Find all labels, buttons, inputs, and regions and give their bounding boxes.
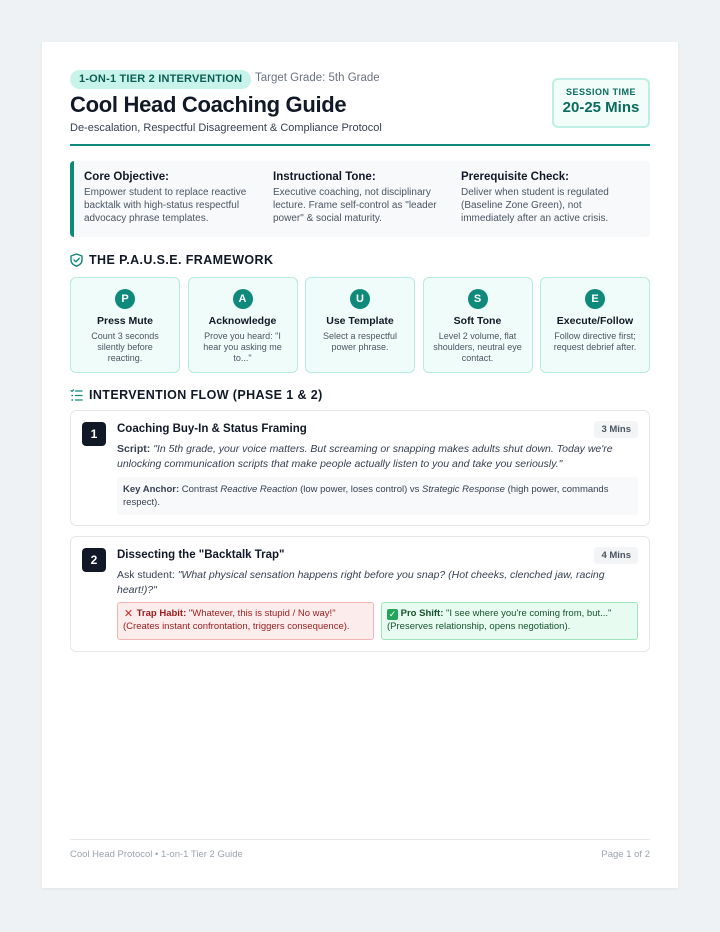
trap-habit-box [117,602,374,640]
pause-desc: Select a respectful power phrase. [322,331,398,352]
anchor-mid: (low power, loses control) vs [300,484,420,495]
pause-framework-cards [70,277,650,373]
pause-desc: Prove you heard: "I hear you asking me to..." [203,331,282,363]
pause-name: Press Mute [96,315,154,327]
ask-text: "What physical sensation happens right before you snap? (Hot cheeks, clenched jaw, racing heart!)?" [117,569,605,596]
target-grade: Target Grade: 5th Grade [255,72,380,84]
list-icon [70,389,83,402]
check-mark-icon: ✓ [388,609,397,619]
pro-note: (Preserves relationship, opens negotiation). [387,621,571,632]
pause-letter: P [115,289,135,309]
flow-title: INTERVENTION FLOW (PHASE 1 & 2) [89,388,323,402]
anchor-label: Key Anchor: [123,484,180,495]
pause-letter: S [468,289,488,309]
objective-heading: Instructional Tone: [273,171,376,183]
anchor-term-strategic: Strategic Response [422,484,505,495]
framework-title: THE P.A.U.S.E. FRAMEWORK [89,253,274,267]
instructional-tone [273,171,453,225]
page-footer [70,839,650,860]
header [70,70,650,146]
pause-card-p [70,277,180,373]
pause-card-a [188,277,298,373]
pause-name: Execute/Follow [556,315,634,327]
flow-step-2 [70,536,650,652]
pause-letter: U [350,289,370,309]
anchor-term-reactive: Reactive Reaction [220,484,298,495]
step-duration-badge: 3 Mins [594,421,638,438]
pro-label: Pro Shift: [400,608,444,619]
script-label: Script: [117,443,151,455]
trap-note: (Creates instant confrontation, triggers consequence). [123,621,350,632]
key-anchor [117,477,638,515]
step-duration-badge: 4 Mins [594,547,638,564]
step-title: Coaching Buy-In & Status Framing [117,423,307,435]
objective-panel [70,161,650,237]
objective-text: Deliver when student is regulated (Baseline Zone Green), not immediately after an active crisis. [461,187,609,224]
page-content [70,70,650,632]
step-number: 1 [82,422,106,446]
trap-label: Trap Habit: [136,608,187,619]
objective-text: Executive coaching, not disciplinary lecture. Frame self-control as "leader power" & social maturity. [273,187,437,224]
step-number: 2 [82,548,106,572]
flow-step-1 [70,410,650,526]
session-time-value: 20-25 Mins [562,99,640,116]
session-time-box [552,78,650,128]
pause-desc: Level 2 volume, flat shoulders, neutral eye contact. [433,331,522,363]
step-question [117,568,637,598]
page-title: Cool Head Coaching Guide [70,92,347,117]
objective-heading: Prerequisite Check: [461,171,570,183]
anchor-pre: Contrast [181,484,218,495]
page-subtitle: De-escalation, Respectful Disagreement & Compliance Protocol [70,122,382,134]
script-text: "In 5th grade, your voice matters. But screaming or snapping makes adults shut down. Today we're unlocking communication scripts that make people actually listen to you and take you seriously." [117,443,613,470]
pause-card-s [423,277,533,373]
pause-desc: Follow directive first; request debrief after. [553,331,637,352]
prerequisite-check [461,171,636,225]
flow-section-title [70,387,323,403]
step-script [117,442,637,472]
anchor-post: (high power, commands respect). [123,484,609,508]
objective-heading: Core Objective: [84,171,169,183]
page-number: Page 1 of 2 [601,849,650,860]
core-objective [84,171,264,225]
ask-label: Ask student: [117,569,175,581]
shield-check-icon [70,253,83,267]
pause-name: Soft Tone [453,315,502,327]
footer-left: Cool Head Protocol • 1-on-1 Tier 2 Guide [70,849,243,860]
pause-card-e [540,277,650,373]
pause-letter: E [585,289,605,309]
tier-badge: 1-ON-1 TIER 2 INTERVENTION [70,70,251,89]
pause-letter: A [233,289,253,309]
pause-card-u [305,277,415,373]
session-time-label: SESSION TIME [565,87,636,97]
pro-shift-box [381,602,638,640]
objective-text: Empower student to replace reactive backtalk with high-status respectful advocacy phrase templates. [84,187,247,224]
cross-mark-icon: ✕ [123,608,134,620]
pause-name: Acknowledge [208,315,277,327]
framework-section-title [70,252,273,268]
trap-text: "Whatever, this is stupid / No way!" [188,608,336,619]
document-page [42,42,678,888]
pause-desc: Count 3 seconds silently before reacting. [91,331,159,363]
pause-name: Use Template [326,315,394,327]
step-title: Dissecting the "Backtalk Trap" [117,549,285,561]
pro-text: "I see where you're coming from, but..." [446,608,612,619]
